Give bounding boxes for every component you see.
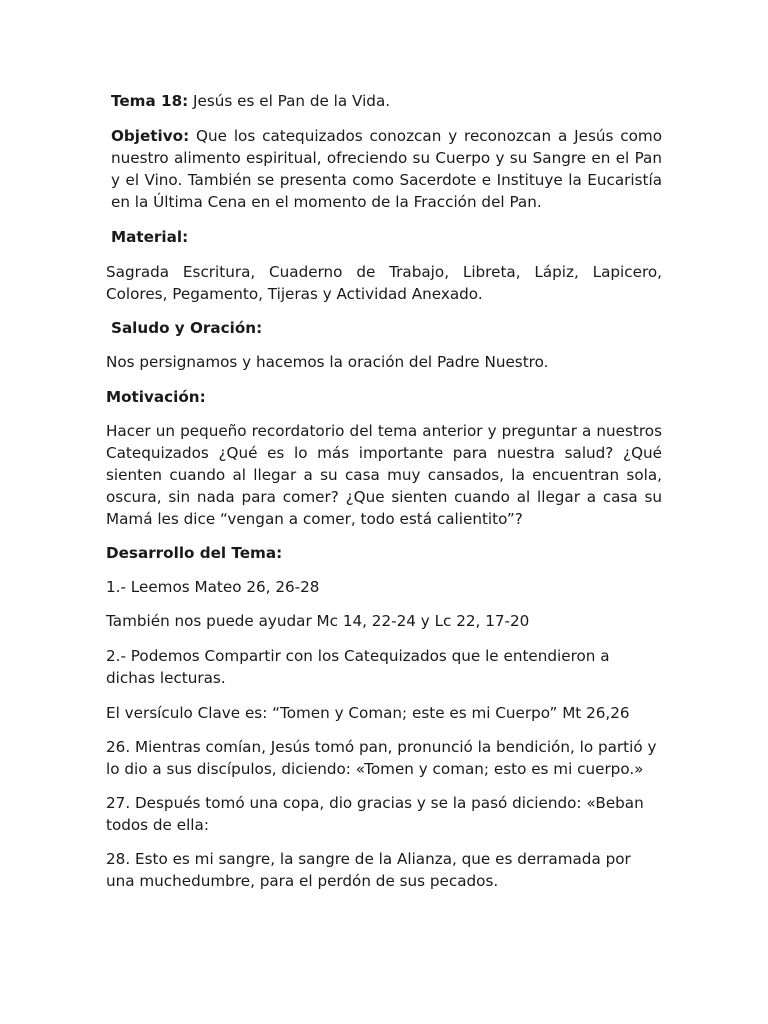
material-text: Sagrada Escritura, Cuaderno de Trabajo, Libreta, Lápiz, Lapicero, Colores, Pegamento, Tijeras y Actividad Anexado.	[106, 263, 662, 303]
saludo-text: Nos persignamos y hacemos la oración del Padre Nuestro.	[106, 353, 549, 371]
saludo-heading: Saludo y Oración:	[111, 319, 263, 337]
tambien-line: También nos puede ayudar Mc 14, 22-24 y Lc 22, 17-20	[106, 612, 530, 630]
item-2: 2.- Podemos Compartir con los Catequizados que le entendieron a dichas lecturas.	[106, 647, 610, 687]
objetivo-label: Objetivo:	[111, 127, 190, 145]
objetivo-paragraph	[106, 125, 662, 213]
material-heading: Material:	[111, 228, 189, 246]
tema-label: Tema 18:	[111, 92, 189, 110]
verse-28: 28. Esto es mi sangre, la sangre de la Alianza, que es derramada por una muchedumbre, para el perdón de sus pecados.	[106, 850, 631, 890]
verse-27: 27. Después tomó una copa, dio gracias y se la pasó diciendo: «Beban todos de ella:	[106, 794, 644, 834]
tema-line	[106, 90, 662, 112]
objetivo-text: Que los catequizados conozcan y reconozcan a Jesús como nuestro alimento espiritual, ofreciendo su Cuerpo y su Sangre en el Pan y el Vino. También se presenta como Sacerdote e Instituye la Eucaristía en la Última Cena en el momento de la Fracción del Pan.	[111, 127, 662, 211]
desarrollo-heading: Desarrollo del Tema:	[106, 544, 283, 562]
item-1: 1.- Leemos Mateo 26, 26-28	[106, 578, 320, 596]
tema-text: Jesús es el Pan de la Vida.	[188, 92, 391, 110]
verse-26: 26. Mientras comían, Jesús tomó pan, pronunció la bendición, lo partió y lo dio a sus discípulos, diciendo: «Tomen y coman; esto es mi cuerpo.»	[106, 738, 657, 778]
versiculo-clave: El versículo Clave es: “Tomen y Coman; este es mi Cuerpo” Mt 26,26	[106, 704, 630, 722]
motivacion-text: Hacer un pequeño recordatorio del tema anterior y preguntar a nuestros Catequizados ¿Qué es lo más importante para nuestra salud? ¿Qué sienten cuando al llegar a su casa muy cansados, la encuentran sola, oscura, sin nada para comer? ¿Que sienten cuando al llegar a casa su Mamá les dice “vengan a comer, todo está calientito”?	[106, 422, 662, 528]
motivacion-heading: Motivación:	[106, 388, 206, 406]
